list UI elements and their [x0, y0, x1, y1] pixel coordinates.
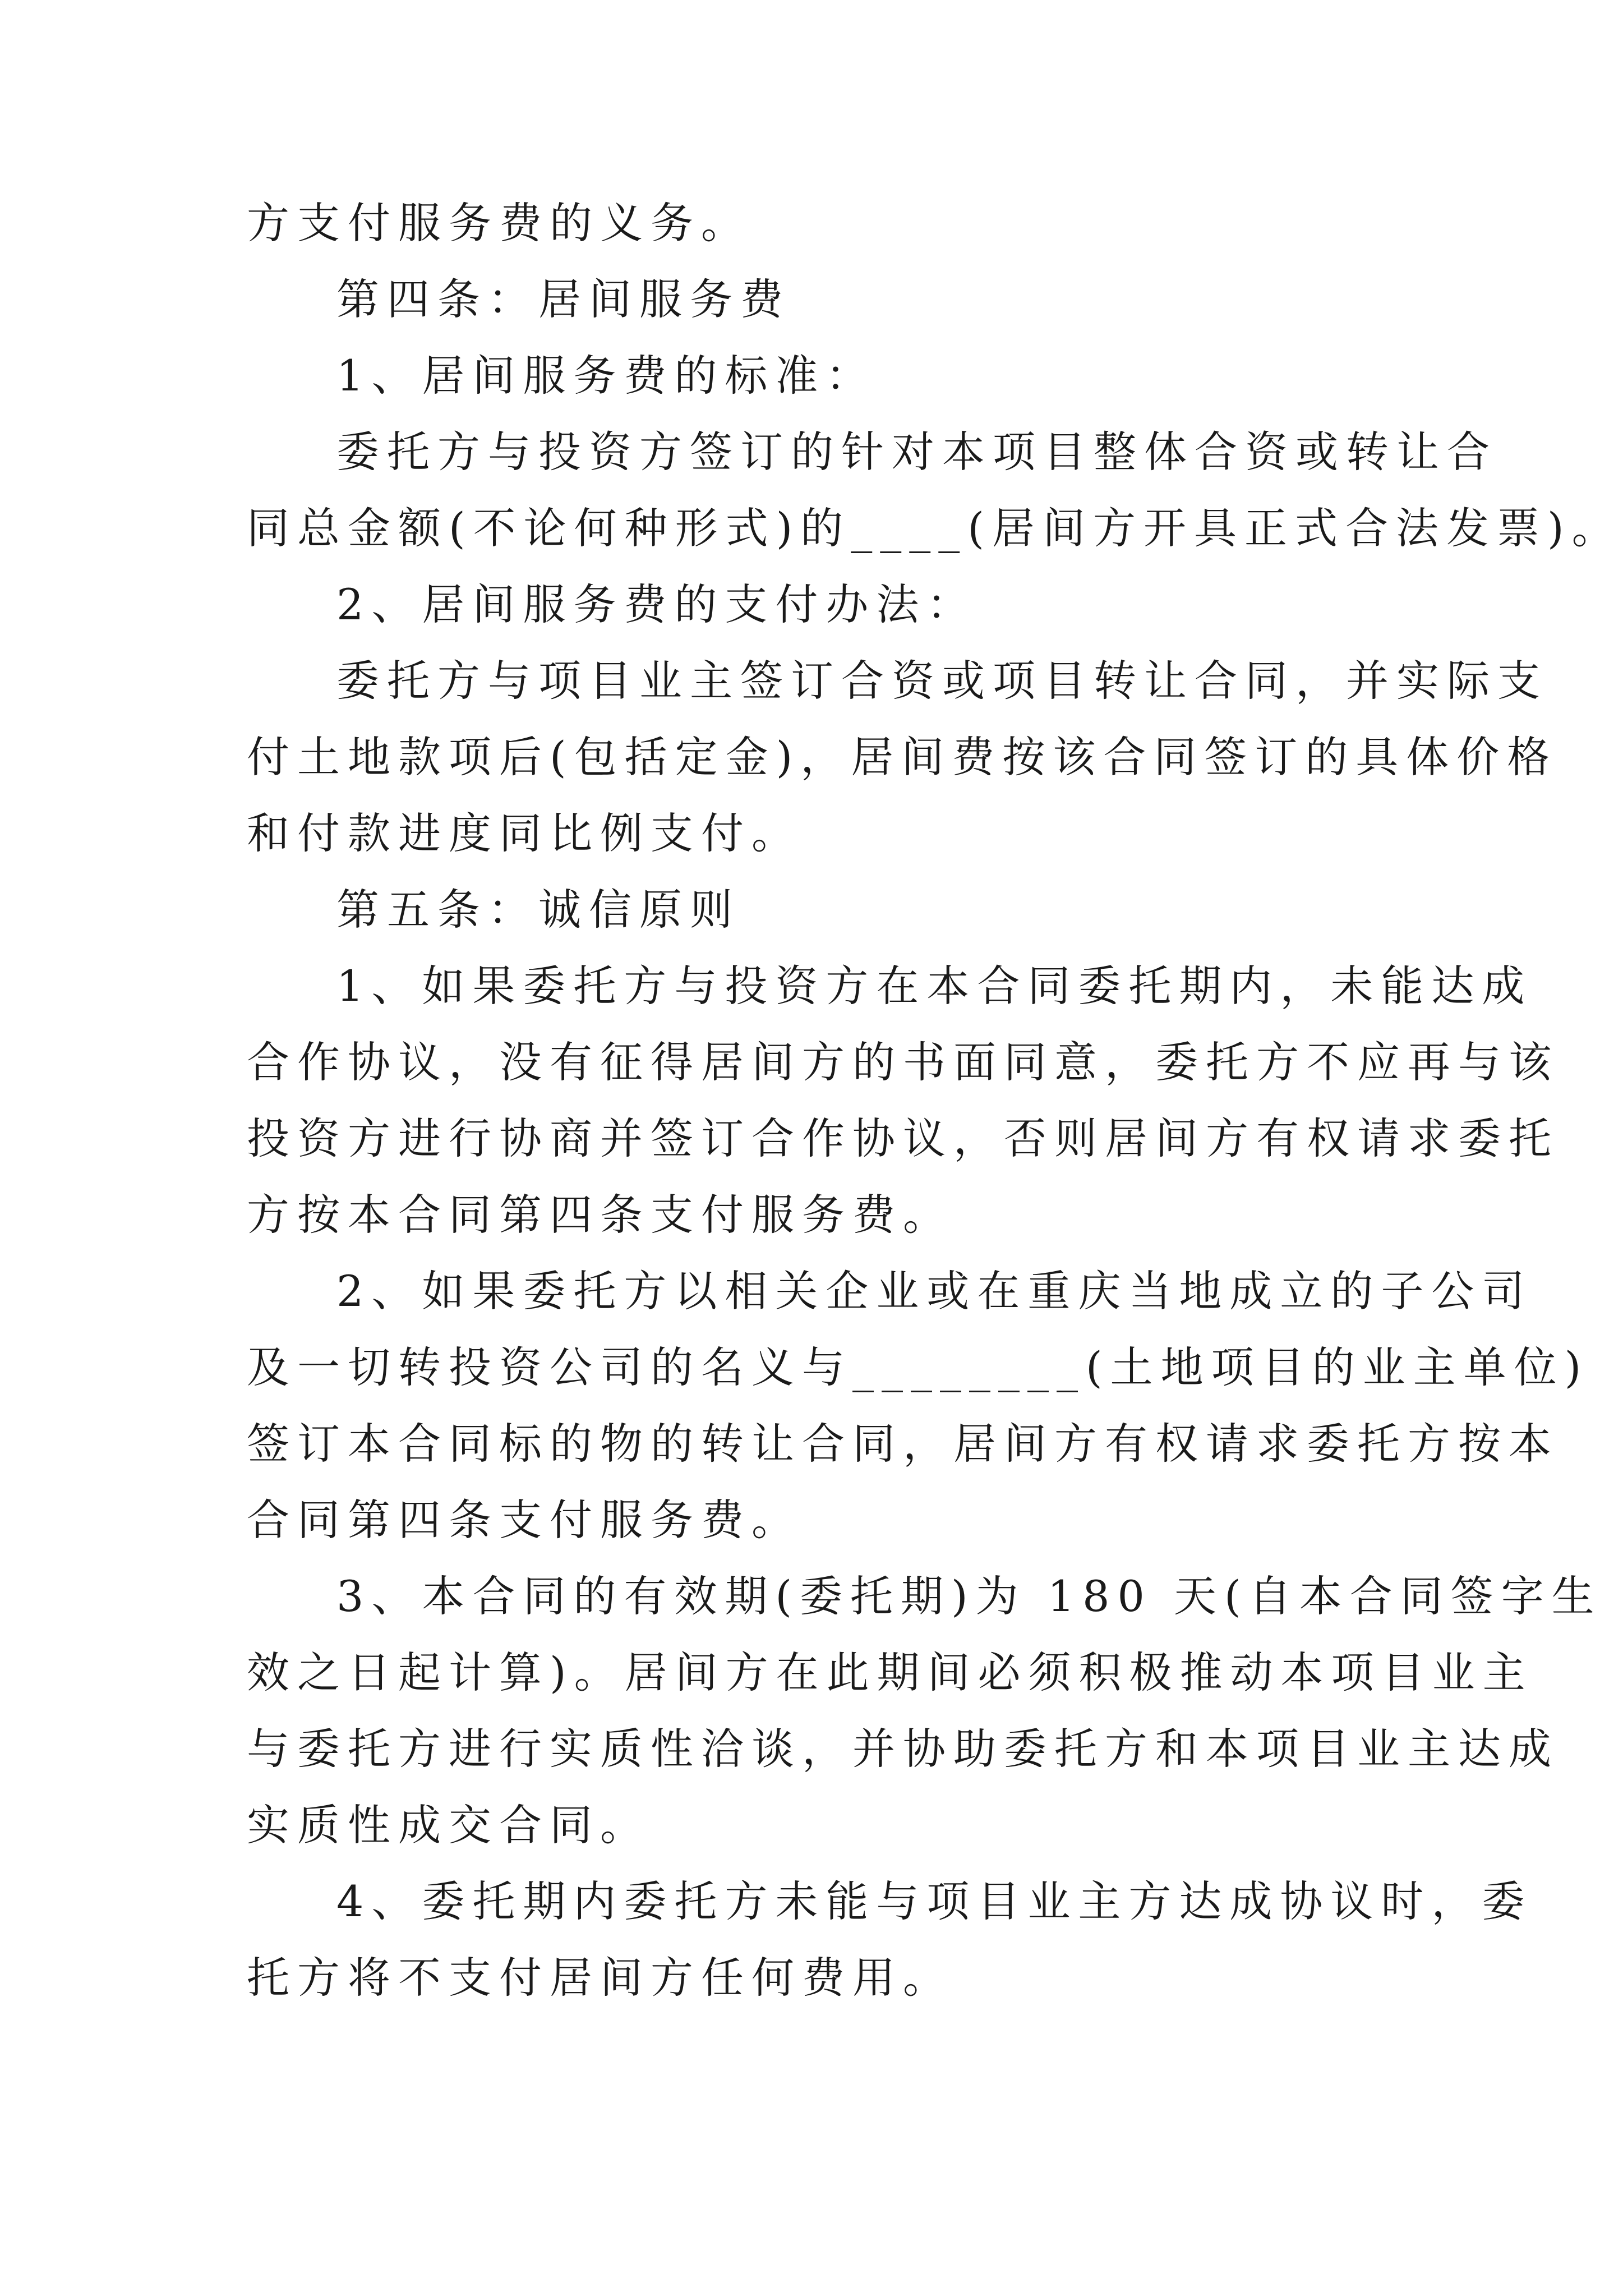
section-heading-article-4: 第四条：居间服务费: [336, 274, 791, 324]
contract-body: [247, 198, 1622, 2033]
text-line: 1、如果委托方与投资方在本合同委托期内，未能达成: [336, 961, 1533, 1011]
text-line: 同总金额(不论何种形式)的____(居间方开具正式合法发票)。: [247, 503, 1622, 553]
text-line: 实质性成交合同。: [247, 1800, 651, 1850]
text-line: 委托方与投资方签订的针对本项目整体合资或转让合: [336, 427, 1497, 477]
text-line: 4、委托期内委托方未能与项目业主方达成协议时，委: [336, 1876, 1533, 1926]
text-line: 效之日起计算)。居间方在此期间必须积极推动本项目业主: [247, 1648, 1533, 1697]
text-line: 2、居间服务费的支付办法：: [336, 579, 978, 629]
text-line: 签订本合同标的物的转让合同，居间方有权请求委托方按本: [247, 1419, 1559, 1469]
section-heading-article-5: 第五条：诚信原则: [336, 885, 740, 935]
text-line: 及一切转投资公司的名义与________(土地项目的业主单位): [247, 1342, 1589, 1392]
text-line: 和付款进度同比例支付。: [247, 808, 802, 858]
text-line: 2、如果委托方以相关企业或在重庆当地成立的子公司: [336, 1266, 1533, 1316]
text-line: 方按本合同第四条支付服务费。: [247, 1190, 953, 1240]
text-line: 托方将不支付居间方任何费用。: [247, 1953, 953, 2003]
text-line: 投资方进行协商并签订合作协议，否则居间方有权请求委托: [247, 1114, 1559, 1163]
text-line: 委托方与项目业主签订合资或项目转让合同，并实际支: [336, 656, 1548, 706]
text-line: 付土地款项后(包括定金)，居间费按该合同签订的具体价格: [247, 732, 1558, 782]
text-line: 合作协议，没有征得居间方的书面同意，委托方不应再与该: [247, 1037, 1559, 1087]
text-line: 合同第四条支付服务费。: [247, 1495, 802, 1545]
text-line: 方支付服务费的义务。: [247, 198, 751, 248]
text-line: 1、居间服务费的标准：: [336, 351, 877, 401]
text-line: 与委托方进行实质性洽谈，并协助委托方和本项目业主达成: [247, 1724, 1559, 1774]
text-line: 3、本合同的有效期(委托期)为 180 天(自本合同签字生: [336, 1571, 1602, 1621]
